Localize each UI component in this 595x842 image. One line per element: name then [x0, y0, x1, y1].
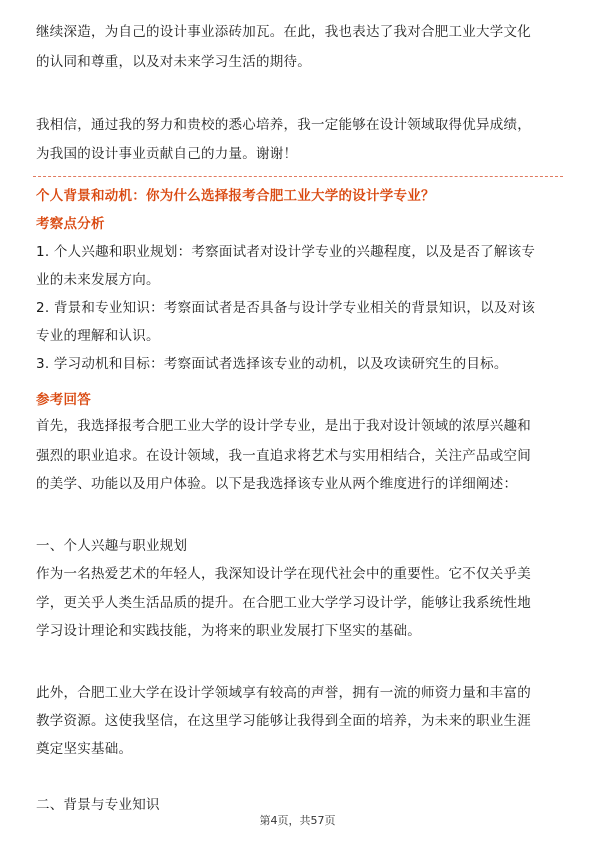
analysis-point: 1. 个人兴趣和职业规划：考察面试者对设计学专业的兴趣程度，以及是否了解该专	[36, 244, 536, 260]
answer-line: 强烈的职业追求。在设计领域，我一直追求将艺术与实用相结合，关注产品或空间	[36, 448, 531, 464]
section-title: 一、个人兴趣与职业规划	[36, 538, 188, 554]
analysis-point: 3. 学习动机和目标：考察面试者选择该专业的动机，以及攻读研究生的目标。	[36, 356, 508, 372]
answer-heading: 参考回答	[36, 392, 91, 408]
analysis-point: 2. 背景和专业知识：考察面试者是否具备与设计学专业相关的背景知识，以及对该	[36, 300, 536, 316]
section-divider	[33, 176, 563, 177]
answer-line: 首先，我选择报考合肥工业大学的设计学专业，是出于我对设计领域的浓厚兴趣和	[36, 418, 531, 434]
answer-line: 教学资源。这使我坚信，在这里学习能够让我得到全面的培养，为未来的职业生涯	[36, 713, 531, 729]
paragraph-line: 我相信，通过我的努力和贵校的悉心培养，我一定能够在设计领域取得优异成绩，	[36, 117, 531, 133]
page-number: 第4页，共57页	[259, 814, 336, 827]
paragraph-line: 继续深造，为自己的设计事业添砖加瓦。在此，我也表达了我对合肥工业大学文化	[36, 24, 531, 40]
question-title: 个人背景和动机：你为什么选择报考合肥工业大学的设计学专业？	[36, 188, 435, 204]
answer-line: 此外，合肥工业大学在设计学领域享有较高的声誉，拥有一流的师资力量和丰富的	[36, 685, 531, 701]
answer-line: 学，更关乎人类生活品质的提升。在合肥工业大学学习设计学，能够让我系统性地	[36, 595, 531, 611]
paragraph-line: 为我国的设计事业贡献自己的力量。谢谢！	[36, 146, 298, 162]
analysis-point: 业的未来发展方向。	[36, 272, 160, 288]
analysis-heading: 考察点分析	[36, 216, 105, 232]
section-title: 二、背景与专业知识	[36, 797, 160, 813]
answer-line: 作为一名热爱艺术的年轻人，我深知设计学在现代社会中的重要性。它不仅关乎美	[36, 566, 531, 582]
analysis-point: 专业的理解和认识。	[36, 328, 160, 344]
answer-line: 的美学、功能以及用户体验。以下是我选择该专业从两个维度进行的详细阐述：	[36, 476, 518, 492]
answer-line: 学习设计理论和实践技能，为将来的职业发展打下坚实的基础。	[36, 623, 421, 639]
paragraph-line: 的认同和尊重，以及对未来学习生活的期待。	[36, 54, 311, 70]
answer-line: 奠定坚实基础。	[36, 741, 133, 757]
